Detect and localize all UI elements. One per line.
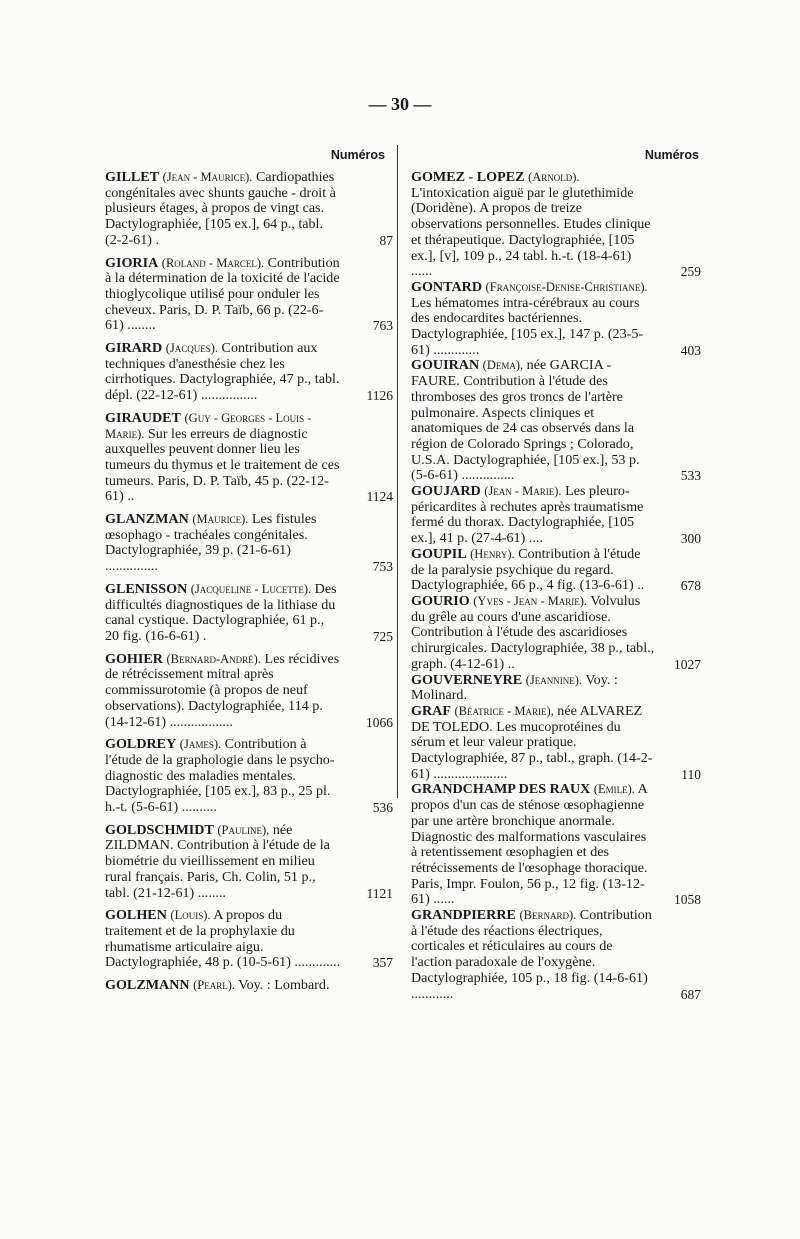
entry-author: (Emile).	[593, 782, 635, 797]
entry-author: (Bernard-André).	[166, 651, 261, 666]
entry-text: Volvulus du grêle au cours d'une ascaridiose. Contribution à l'étude des ascaridioses chirurgicales. Dactylographiée, 38 p., tabl., graph. (4-12-61) ..	[411, 592, 655, 672]
entry-author: (Jean - Maurice).	[162, 170, 253, 184]
entry-name: GIRARD	[105, 340, 163, 357]
index-entry	[105, 978, 375, 994]
entry-text: A propos d'un cas de sténose œsophagienne par une artère bronchique anormale. Diagnostic des malformations vasculaires à retentissement œsophagien et des rétrécissements de l'œsophage thoracique. Paris, Impr. Foulon, 56 p., 12 fig. (13-12-61) ......	[411, 781, 648, 908]
index-entry	[411, 702, 701, 783]
entry-number: 403	[680, 342, 701, 358]
entry-number: 533	[680, 468, 701, 484]
entry-author: (Roland - Marcel).	[161, 255, 265, 270]
index-entry	[105, 821, 393, 902]
entry-author: (Dema),	[482, 358, 524, 373]
index-entry	[105, 736, 393, 816]
entry-name: GLENISSON	[105, 580, 188, 597]
entry-number: 1121	[366, 885, 393, 901]
entry-number: 259	[680, 264, 701, 280]
entry-text: née GARCIA - FAURE. Contribution à l'étude des thromboses des gros troncs de l'artère pulmonaire. Aspects cliniques et anatomiques de 24 cas observés dans la région de Colorado Springs ; Colorado, U.S.A. Dactylographiée, [105 ex.], 53 p. (5-6-61) ...............	[411, 357, 640, 484]
entry-text: Cardiopathies congénitales avec shunts gauche - droit à plusieurs étages, à propos de vingt cas. Dactylographiée, [105 ex.], 64 p., tabl. (2-2-61) .	[105, 169, 336, 248]
entry-number: 763	[372, 318, 393, 334]
entry-number: 687	[680, 986, 701, 1002]
entry-text: A propos du traitement et de la prophylaxie du rhumatisme articulaire aigu. Dactylographiée, 48 p. (10-5-61) .............	[105, 907, 341, 971]
entry-text: née ALVAREZ DE TOLEDO. Les mucoprotéines du sérum et leur valeur pratique. Dactylographiée, 87 p., tabl., graph. (14-2-61) .....................	[411, 702, 653, 782]
entry-name: GOHIER	[105, 650, 163, 667]
index-entry	[105, 254, 393, 335]
index-entry	[411, 357, 701, 484]
entry-author: (Jean - Marie).	[484, 484, 562, 499]
entry-number: 300	[680, 531, 701, 547]
entry-name: GOUVERNEYRE	[411, 671, 523, 688]
entry-number: 110	[681, 766, 701, 782]
entry-list	[105, 169, 393, 1001]
entry-number: 1124	[366, 489, 393, 505]
entry-name: GOUJARD	[411, 483, 481, 500]
index-entry	[105, 340, 393, 404]
entry-name: GOMEZ - LOPEZ	[411, 169, 525, 185]
column-divider	[397, 145, 398, 798]
entry-author: (Henry).	[470, 546, 515, 561]
index-entry	[105, 907, 393, 971]
entry-list	[411, 169, 701, 1002]
entry-text: Contribution à la détermination de la toxicité de l'acide thioglycolique utilisé pour onduler les cheveux. Paris, D. P. Taïb, 66 p. (22-6-61) ........	[105, 254, 340, 334]
entry-number: 536	[372, 800, 393, 816]
index-entry	[105, 580, 393, 645]
entry-name: GOLDREY	[105, 736, 177, 753]
entry-text: Les hématomes intra-cérébraux au cours des endocardites bactériennes. Dactylographiée, [105 ex.], 147 p. (23-5-61) .............	[411, 294, 644, 358]
entry-number: 753	[372, 559, 393, 575]
index-entry	[411, 169, 701, 280]
entry-author: (James).	[179, 737, 222, 752]
entry-author: (Béatrice - Marie),	[454, 703, 554, 718]
entry-author: (Jacques).	[165, 341, 219, 356]
entry-number: 1058	[674, 892, 701, 908]
entry-name: GOURIO	[411, 592, 470, 609]
index-entry	[411, 592, 701, 673]
entry-name: GOLHEN	[105, 907, 167, 924]
entry-author: (Bernard).	[519, 908, 577, 923]
entry-text: Les pleuro-péricardites à rechutes après traumatisme fermé du thorax. Dactylographiée, [105 ex.], 41 p. (27-4-61) ....	[411, 483, 644, 547]
entry-text: Contribution à l'étude des réactions électriques, corticales et réticulaires au cours de l'action paradoxale de l'oxygène. Dactylographiée, 105 p., 18 fig. (14-6-61) ............	[411, 907, 652, 1002]
entry-author: (Yves - Jean - Marie).	[473, 593, 588, 608]
index-entry	[105, 511, 393, 575]
index-entry	[105, 650, 393, 731]
entry-text: née ZILDMAN. Contribution à l'étude de la biométrie du vieillissement en milieu rural français. Paris, Ch. Colin, 51 p., tabl. (21-12-61) ........	[105, 821, 330, 901]
entry-number: 357	[372, 955, 393, 971]
entry-name: GIRAUDET	[105, 409, 181, 426]
entry-name: GRANDCHAMP DES RAUX	[411, 781, 591, 798]
index-entry	[411, 545, 701, 594]
entry-name: GOLZMANN	[105, 977, 190, 994]
entry-name: GIORIA	[105, 254, 159, 271]
entry-author: (Pearl).	[193, 978, 235, 993]
entry-name: GOUIRAN	[411, 357, 480, 374]
entry-author: (Pauline),	[217, 822, 270, 837]
index-entry	[105, 409, 393, 505]
page-number: — 30 —	[368, 94, 432, 114]
entry-text: Contribution à l'étude de la paralysie psychique du regard. Dactylographiée, 66 p., 4 fig. (13-6-61) ..	[411, 545, 645, 594]
index-entry	[411, 483, 701, 547]
entry-number: 678	[680, 578, 701, 594]
index-entry	[105, 169, 393, 249]
entry-text: Contribution à l'étude de la graphologie dans le psycho-diagnostic des maladies mentales. Dactylographiée, [105 ex.], 83 p., 25 pl. h.-t. (5-6-61) ..........	[105, 736, 335, 816]
entry-author: (Arnold).	[528, 170, 580, 184]
index-entry	[411, 673, 689, 704]
entry-author: (Françoise-Denise-Christiane).	[485, 279, 648, 294]
entry-number: 725	[372, 628, 393, 644]
entry-text: Contribution aux techniques d'anesthésie chez les cirrhotiques. Dactylographiée, 47 p., tabl. dépl. (22-12-61) ................	[105, 340, 340, 404]
entry-text: Des difficultés diagnostiques de la lithiase du canal cystique. Dactylographiée, 61 p., 20 fig. (16-6-61) .	[105, 580, 337, 644]
entry-number: 1126	[366, 388, 393, 404]
entry-text: Les récidives de rétrécissement mitral après commissurotomie (à propos de neuf observations). Dactylographiée, 114 p. (14-12-61) ..................	[105, 650, 340, 730]
entry-number: 1027	[674, 656, 701, 672]
entry-number: 87	[379, 232, 393, 248]
entry-author: (Maurice).	[192, 512, 249, 527]
entry-name: GOUPIL	[411, 545, 467, 562]
entry-text: L'intoxication aiguë par le glutethimide (Doridène). A propos de treize observations personnelles. Etudes clinique et thérapeutique. Dactylographiée, [105 ex.], [v], 109 p., 24 tabl. h.-t. (18-4-61) ......	[411, 184, 651, 280]
entry-name: GRANDPIERRE	[411, 907, 516, 924]
entry-author: (Jeannine).	[525, 672, 583, 687]
entry-name: GOLDSCHMIDT	[105, 821, 214, 838]
entry-author: (Guy - Georges - Louis - Marie).	[105, 410, 312, 441]
column-header: Numéros	[330, 148, 385, 162]
entry-text: Sur les erreurs de diagnostic auxquelles peuvent donner lieu les tumeurs du thymus et le traitement de ces tumeurs. Paris, D. P. Taïb, 45 p. (22-12-61) ..	[105, 425, 340, 505]
column-header: Numéros	[644, 148, 699, 162]
index-entry	[411, 907, 701, 1002]
index-entry	[411, 781, 701, 908]
entry-text: Les fistules œsophago - trachéales congénitales. Dactylographiée, 39 p. (21-6-61) ...............	[105, 511, 317, 575]
entry-name: GRAF	[411, 702, 451, 719]
entry-author: (Jacqueline - Lucette).	[190, 581, 312, 596]
entry-number: 1066	[366, 714, 393, 730]
entry-text: Voy. : Lombard.	[235, 977, 330, 994]
entry-name: GILLET	[105, 169, 160, 185]
entry-name: GLANZMAN	[105, 511, 189, 528]
entry-text: Voy. : Molinard.	[411, 671, 618, 704]
index-entry	[411, 278, 701, 359]
entry-name: GONTARD	[411, 278, 482, 295]
entry-author: (Louis).	[170, 908, 211, 923]
